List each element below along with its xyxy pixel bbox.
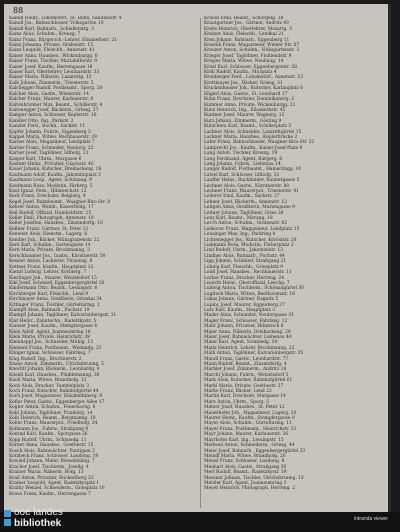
directory-entry: Krottmayer Jos., Bäcker, Griesg. 31: [204, 80, 283, 86]
directory-entry: Kügerl Alois, Gastw., St. Leonhard 17: [204, 91, 288, 97]
library-logo-text-top: ooe landes: [14, 507, 63, 518]
directory-entry: Lackner Maria, Hausbes., Keplerbrücke 2: [204, 134, 298, 140]
directory-entry: Kainz Franz, Bürgersch.-Lehrer, Elisabethstr. 21: [9, 37, 117, 43]
directory-entry: Lupinc Josef, Maurer, Eggenberg 27: [204, 302, 285, 308]
directory-entry: Kotzbeck Franz, Schlosser, Laudong. 19: [9, 453, 99, 459]
directory-entry: Karner Alois, Magazineur, Lendplatz 7: [9, 140, 95, 146]
directory-entry: Loidl Josef, Hausbes., Rechbauerstr. 11: [204, 270, 292, 276]
directory-entry: Leskovar Franz, Magazineur, Lendplatz 15: [204, 226, 300, 232]
directory-entry: Langer Rudolf, Postbeamt., Hamerlingg. 10: [204, 167, 302, 173]
directory-entry: Kratky Wenzel, Schneiderm., Griesplatz 16: [9, 486, 105, 492]
directory-entry: Loserth Heinr., Oberoffizial, Leechg. 7: [204, 280, 290, 286]
directory-entry: Meyer Heinrich, Photograph, Herreng. 2: [204, 486, 296, 492]
directory-entry: Kaiser Karl, Oberlehrer, Leonhardstr. 33: [9, 70, 100, 76]
directory-entry: Lauffer Heinr., Buchbinder, Raubergasse 5: [204, 178, 300, 184]
directory-entry: Koch Alois, Drucker, Tummelplatz 3: [9, 383, 89, 389]
directory-entry: Kastner Heinr., Privatier, Glacisstr. 40: [9, 161, 94, 167]
directory-entry: Körner Anna, Hausbes., Goethestr. 15: [9, 443, 94, 449]
directory-entry: Kaiser Anna, Hausbes., Wickenburgg. 6: [9, 53, 98, 59]
directory-entry: Kaltenegger Josef, Bäckerm., Griesg. 27: [9, 107, 99, 113]
directory-entry: Kaufmann Adolf, Kaufm., Jakominiplatz 3: [9, 172, 101, 178]
directory-entry: Kren Johann, Bahnarb., Eggenberg 11: [204, 37, 290, 43]
directory-entry: Lackner Alois, Schneider, Lazarettgürtel 15: [204, 129, 302, 135]
directory-entry: Kurz Johann, Zimmerm., Gösting 9: [204, 118, 282, 124]
directory-entry: Lang Ferdinand, Agent, Bürgerg. 6: [204, 156, 283, 162]
directory-entry: Keck Franz, Drechsler, Belgierg. 4: [9, 194, 86, 200]
directory-entry: Kaindl Heinr., Lokomotivf., St. Bahn, Sanitätsstr. 4: [9, 16, 122, 21]
directory-entry: Kendler Joh., Bäcker, Münzgrabenstr. 22: [9, 237, 100, 243]
directory-entry: Lukas Johann, Gärtner, Ragnitz 5: [204, 297, 279, 303]
directory-entry: Maier Karl, Agent, Schmiedg. 19: [204, 340, 278, 346]
directory-entry: Medwed Anton, Schneiderm., Griesg. 44: [204, 443, 295, 449]
directory-entry: Lipp Johann, Schmied, Straßgang 21: [204, 259, 287, 265]
directory-entry: Kirchmayer Anna, Greißlerin, Grieskai 34: [9, 297, 102, 303]
directory-entry: Kaindl Jos., Bahnschlosser, Volksgarten 10: [9, 21, 104, 27]
directory-entry: Kegel Josef, Bahnbeamt., Waagner-Biro-Str. 8: [9, 199, 111, 205]
directory-entry: Kalcher Franz, Maurer, Karlauerstr. 8: [9, 97, 94, 103]
directory-entry: Kaufmann Leop., Agent, Schönaug. 9: [9, 178, 92, 184]
directory-entry: Markl Maria, Private, Goethestr. 27: [204, 383, 284, 389]
directory-entry: Metzler Karl, Agent, Joanneumring 3: [204, 480, 287, 486]
directory-entry: Maurer Heinr., Kaufm., Stempfergasse 9: [204, 416, 295, 422]
directory-entry: Kasper Karl, Uhrm., Murgasse 6: [9, 156, 82, 162]
directory-entry: Kalb Johann, Zimmerm., Triesterstr. 5: [9, 80, 94, 86]
directory-entry: Knoll Maria, Witwe, Brandhofg. 12: [9, 378, 87, 384]
directory-entry: Kneißl Karl, Hausbes., Plüddemanng. 30: [9, 372, 100, 378]
directory-entry: Leitner Johann, Taglöhner, Gries 36: [204, 210, 284, 216]
directory-entry: Koller Franz, Maurerpol., Friedhofg. 24: [9, 421, 98, 427]
directory-entry: Mandl Franz, Gastw., Leonhardstr. 77: [204, 356, 289, 362]
directory-entry: Kracher Josef, Tischlerm., Josefig. 4: [9, 464, 89, 470]
directory-entry: Kraus Franz, Kaufm., Herrengasse 7: [9, 491, 91, 497]
directory-entry: Meier Josef, Bahnarb., Eggenbergergürtel 33: [204, 448, 306, 454]
directory-entry: Krisper Maria, Witwe, Neubaug. 14: [204, 59, 284, 65]
directory-entry: Lindner Alois, Bahnarb., Puchstr. 44: [204, 253, 285, 259]
directory-entry: Liebmann Rosa, Modistin, Färberplatz 2: [204, 243, 294, 249]
directory-entry: Kanzler Ferd., Buchh., Sackstr. 11: [9, 124, 86, 130]
directory-entry: Krainer Maria, Näherin, Hofg. 13: [9, 470, 84, 476]
directory-entry: Mayrhofer Karl, Ing., Lessingstr. 15: [204, 437, 284, 443]
right-column: [204, 16, 379, 510]
directory-entry: Lamprecht Jos., Kaufm., Kaiser-Josef-Platz 8: [204, 145, 303, 151]
directory-entry: Krall Anton, Privatier, Ruckerlberg 22: [9, 475, 94, 481]
directory-entry: Klug Rudolf, Ing., Brucknerstr. 2: [9, 356, 82, 362]
directory-entry: Marchl Johann, Fuhrw., Wetzelsdorf 3: [204, 372, 289, 378]
directory-entry: Kalchegger Rudolf, Postbeamt., Sporg. 20: [9, 86, 103, 92]
directory-entry: Kittinger Franz, Tischler, Gürtelturmg. 2: [9, 302, 100, 308]
directory-entry: Meissl Franz, Schlosser, Laudong. 8: [204, 459, 285, 465]
directory-entry: Mark Alois, Kutscher, Bahnhofgürtel 61: [204, 378, 293, 384]
directory-entry: Kresnik Franz, Magazineur, Wiener Str. 67: [204, 43, 300, 49]
directory-entry: Knaus Anton, Zimmerm., Ulrichsbrunng. 5: [9, 362, 104, 367]
directory-entry: Lutz Karl, Kaufm., Hauptplatz 3: [204, 307, 276, 313]
directory-entry: Keil Rudolf, Offizial, Humboldtstr. 25: [9, 210, 92, 216]
directory-entry: Mayer Franz, Postbeamt., Heinrichstr. 51: [204, 426, 297, 432]
directory-entry: Kröll Rudolf, Kaufm., Murplatz 4: [204, 70, 277, 76]
directory-entry: Mahr Johann, Privatier, Hilmteich 6: [204, 324, 284, 330]
directory-entry: Kellner Franz, Gärtner, St. Peter 31: [9, 226, 89, 232]
directory-entry: Klement Franz, Postbeamt., Wielandg. 21: [9, 345, 102, 351]
directory-entry: Koch Josef, Magazineur, Elisabethinerg. 9: [9, 394, 103, 400]
directory-entry: Kuntner Josef, Maurer, Wagnerg. 12: [204, 113, 285, 119]
directory-entry: Knechtl Johann, Bäckerm., Leonhardg. 8: [9, 367, 100, 373]
directory-entry: Kettner Franz, Kaufm., Hauptplatz 12: [9, 264, 94, 270]
directory-entry: Kern Maria, Private, Brockmanng. 3: [9, 248, 90, 254]
directory-entry: Krebs Heinrich, Oberlehrer, Mozartg. 5: [204, 26, 293, 32]
directory-entry: Kaiser Josef, Kaufm., Herrengasse 18: [9, 64, 93, 70]
directory-entry: Mager Franz, Schlosser, Fabriksg. 12: [204, 318, 288, 324]
directory-entry: Kienzl Ludwig, Lehrer, Körblerg. 7: [9, 270, 87, 276]
directory-entry: Kreuzer Anton, Schuhm., Volksgartenstr. 3: [204, 48, 300, 54]
directory-entry: Kristl Karl, Schlosser, Eggenbergerstr. 28: [204, 64, 297, 70]
directory-entry: Kemeter Alois, Dienstm., Lagerg. 6: [9, 232, 88, 238]
directory-entry: Kern Karl, Schuhm., Gartengasse 14: [9, 243, 91, 249]
directory-entry: Leitgeb Anna, Greißlerin, Mariengasse 9: [204, 205, 295, 211]
directory-entry: Meindl Maria, Witwe, Brandhofg. 20: [204, 453, 286, 459]
directory-entry: Kirchberger Karl, Fleischh., Lend 9: [9, 291, 89, 297]
directory-entry: Matzer Josef, Hausbes., St. Peter 12: [204, 405, 285, 411]
directory-entry: Keller Emil, Photograph, Annenstr. 19: [9, 216, 94, 222]
left-column: [9, 16, 184, 510]
directory-entry: Merl Rudolf, Beamt., Radetzkystr. 19: [204, 470, 287, 476]
directory-entry: Maier Josef, Bahnwächter, Liebenau 40: [204, 334, 292, 340]
directory-entry: Kummer Anna, Private, Wickenburgg. 21: [204, 102, 296, 108]
directory-entry: Kopp Rudolf, Uhrm., Schmiedg. 11: [9, 437, 87, 443]
directory-entry: Lederer Emil, Kaufm., Sackstr. 27: [204, 194, 280, 200]
directory-entry: Lerch Anton, Schuhm., Grabenstr. 62: [204, 221, 288, 227]
directory-entry: Menhart Alois, Gastw., Straßgang 30: [204, 464, 287, 470]
directory-entry: Kandler Otto, Ing., Parkstr. 2: [9, 118, 74, 124]
directory-entry: Kruckenhauser Joh., Kutscher, Karlauplatz 6: [204, 86, 304, 92]
directory-entry: Mann Rudolf, Beamt., Zinzendorfg. 4: [204, 362, 287, 367]
directory-entry: Latzel Karl, Schlosser, Idlhofg. 33: [204, 172, 280, 178]
library-logo-icon: [4, 510, 11, 517]
directory-entry: Klauser Josef, Kaufm., Stempfergasse 4: [9, 324, 98, 330]
directory-entry: Marx Anton, Uhrm., Sporg. 5: [204, 399, 270, 405]
directory-entry: Maitz Heinrich, Lehrer, Brockmanng. 22: [204, 345, 295, 351]
directory-entry: Klinger Ignaz, Schlosser, Fabriksg. 7: [9, 351, 91, 357]
directory-entry: Klampfl Alois, Bahnarb., Puchstr. 19: [9, 307, 90, 313]
directory-entry: Kleinhappl Jos., Schneider, Mühlg. 13: [9, 340, 93, 346]
directory-entry: Marko Franz, Bäcker, Lend 23: [204, 389, 272, 395]
directory-entry: Kikl Josef, Schmied, Eggenbergergürtel 20: [9, 280, 105, 286]
directory-entry: Martin Karl, Drechsler, Murgasse 14: [204, 394, 286, 400]
directory-entry: Kofler Peter, Gastw., Eggenberger Allee 17: [9, 399, 105, 405]
directory-entry: Klein Adolf, Agent, Joanneumring 16: [9, 329, 91, 335]
directory-entry: Marbler Josef, Zimmerm., Andritz 18: [204, 367, 287, 373]
directory-entry: Mayer Alois, Schuhm., Gürtelturmg. 11: [204, 421, 292, 427]
viewer-label: intranda viewer: [354, 516, 388, 522]
directory-entry: Klein Marie, Private, Heinrichstr. 39: [9, 334, 91, 340]
directory-entry: Kaiser Franz, Tischler, Mariahilferstr. 9: [9, 59, 98, 65]
directory-entry: Kaindl Karl, Bahnarb., Schießstattg. 3: [9, 26, 94, 32]
directory-entry: Kaufmann Rosa, Modistin, Färberg. 5: [9, 183, 93, 189]
directory-entry: Keller Josefine, Hausbes., Zinzendorfg. 10: [9, 221, 103, 227]
directory-entry: Kainz Leopold, Fleischh., Annenstr. 41: [9, 48, 95, 54]
directory-entry: Karner Josef, Taglöhner, Idlhofg. 13: [9, 151, 89, 157]
page-number: 88: [13, 6, 24, 15]
directory-entry: Kohl Johann, Taglöhner, Prankerg. 14: [9, 410, 93, 416]
directory-entry: Lechner Franz, Maurerpol., Triesterstr. 41: [204, 189, 299, 194]
directory-entry: Kainz Alois, Schuhm., Kreuzg. 7: [9, 32, 81, 38]
directory-entry: Kindermann Otto, Beamt., Lessingstr. 6: [9, 286, 98, 292]
directory-entry: Kainz Johanna, Private, Grabenstr. 15: [9, 43, 93, 49]
directory-entry: Kunz Heinrich, Ing., Elisabethstr. 45: [204, 107, 286, 113]
directory-entry: Lang Johann, Fuhrw., Liebenau 14: [204, 161, 281, 167]
directory-entry: Leuzinger Max, Ing., Parkring 4: [204, 232, 276, 238]
directory-entry: Koch Franz, Kutscher, Bahnhofgürtel 44: [9, 389, 99, 395]
column-divider: [200, 18, 201, 508]
directory-entry: Kollmann Jos., Fuhrw., Straßgang 8: [9, 426, 89, 432]
directory-entry: Krieger Josef, Taglöhner, Floßlendstr. 9: [204, 53, 292, 59]
directory-entry: Kutschera Karl, Beamt., Schillerplatz 3: [204, 124, 292, 130]
directory-entry: Kosch Alois, Bahnwächter, Puntigam 2: [9, 448, 95, 454]
directory-entry: Lind Rudolf, Uhrm., Jakoministr. 13: [204, 248, 284, 254]
directory-entry: Kehrer Anton, Weinh., Kaiserfeldg. 17: [9, 205, 94, 211]
directory-entry: Kogler Anton, Schuhm., Feuerbachg. 6: [9, 405, 96, 411]
directory-entry: Ludwig Anton, Tischlerm., Schönaugürtel 30: [204, 286, 304, 292]
directory-entry: Konrad Karl, Kaufm., Sporgasse 26: [9, 432, 88, 438]
directory-entry: Kreiner Alois, Fleischh., Lendkai 21: [204, 32, 284, 38]
directory-entry: Kamper Anton, Schlosser, Keplerstr. 16: [9, 113, 97, 119]
directory-entry: Kaut Ignaz, Pens., Hilmteichstr. 12: [9, 189, 87, 194]
directory-entry: Malli Anton, Taglöhner, Kalvarienbergstr. 35: [204, 351, 304, 357]
directory-entry: Lafer Franz, Bahnschlosser, Waagner-Biro-Str. 22: [204, 140, 315, 146]
directory-entry: Lang Anton, Tischler, Kreuzg. 19: [204, 151, 278, 157]
directory-entry: Kuhn Franz, Drechsler, Dominikanerg. 2: [204, 97, 295, 103]
directory-entry: Messner Johann, Tischler, Ulrichsbrunng. 12: [204, 475, 304, 481]
directory-entry: Maier Anna, Näherin, Dreihackeng. 29: [204, 329, 291, 335]
directory-entry: Lugitsch Maria, Witwe, Beethovenstr. 16: [204, 291, 296, 297]
directory-entry: Lorber Franz, Drucker, Herreng. 24: [204, 275, 285, 281]
directory-entry: Karner Franz, Schneider, Neutorg. 22: [9, 145, 94, 151]
directory-entry: Lichtenegger Jos., Kutscher, Körösistr. 26: [204, 237, 297, 243]
directory-entry: Kapfer Johann, Fuhrw., Eggenberg 3: [9, 129, 91, 135]
directory-entry: Kramer Leopold, Agent, Radetzkyspitz 1: [9, 480, 100, 486]
directory-entry: Mayr Johann, Maurer, Karlauerstr. 36: [204, 432, 288, 438]
directory-entry: Kessler Anton, Lackierer, Vinzenzg. 8: [9, 259, 93, 265]
directory-entry: Krautgartner Jos., Gärtner, Andritz 40: [204, 21, 289, 27]
directory-entry: Lobnig Karl, Fleischh., Griesplatz 9: [204, 264, 283, 270]
directory-entry: Kaltenbrunner Max, Beamt., Schillerstr. 4: [9, 102, 103, 108]
directory-entry: Lehner Josef, Bäckerm., Annenstr. 12: [204, 199, 288, 205]
directory-entry: Klar Heinr., Zahntechn., Radetzkystr. 5: [9, 318, 97, 324]
directory-entry: Kappel Maria, Witwe, Rechbauerstr. 29: [9, 134, 97, 140]
directory-entry: Mader Alois, Schneider, Neutorgasse 31: [204, 313, 294, 319]
library-logo-text-bottom: bibliothek: [14, 518, 62, 529]
library-logo-icon-lower: [4, 519, 11, 526]
directory-entry: Mauerhofer Joh., Magazineur, Lagerg. 20: [204, 410, 297, 416]
directory-entry: Lenz Karl, Beamt., Merang. 18: [204, 216, 273, 222]
directory-entry: Lechner Alois, Gastw., Kärntnerstr. 88: [204, 183, 290, 189]
directory-entry: Krausz Emil, Beamt., Schörgelg. 18: [204, 16, 284, 21]
directory-entry: Kaiser Maria, Näherin, Lazarettg. 12: [9, 75, 92, 81]
directory-entry: Kolb Heinrich, Beamt., Bergmanng. 10: [9, 416, 96, 422]
directory-entry: Klampfl Johann, Taglöhner, Kalvarienbergstr. 11: [9, 313, 117, 319]
directory-entry: Kerschbaumer Jos., Gastw., Kärntnerstr. 50: [9, 253, 106, 259]
directory-entry: Kowald Johann, Maler, Rösselmühlg. 7: [9, 459, 95, 465]
directory-entry: Kieslinger Joh., Maurer, Wetzelsdorf 15: [9, 275, 97, 281]
directory-entry: Kalcher Alois, Gastw., Wienerstr. 14: [9, 91, 89, 97]
directory-entry: Kronberger Ferd., Lokomotivf., Annenstr. 53: [204, 75, 303, 81]
scanned-page: [4, 4, 391, 512]
directory-entry: Kauer Johann, Kutscher, Dreihackeng. 18: [9, 167, 102, 173]
